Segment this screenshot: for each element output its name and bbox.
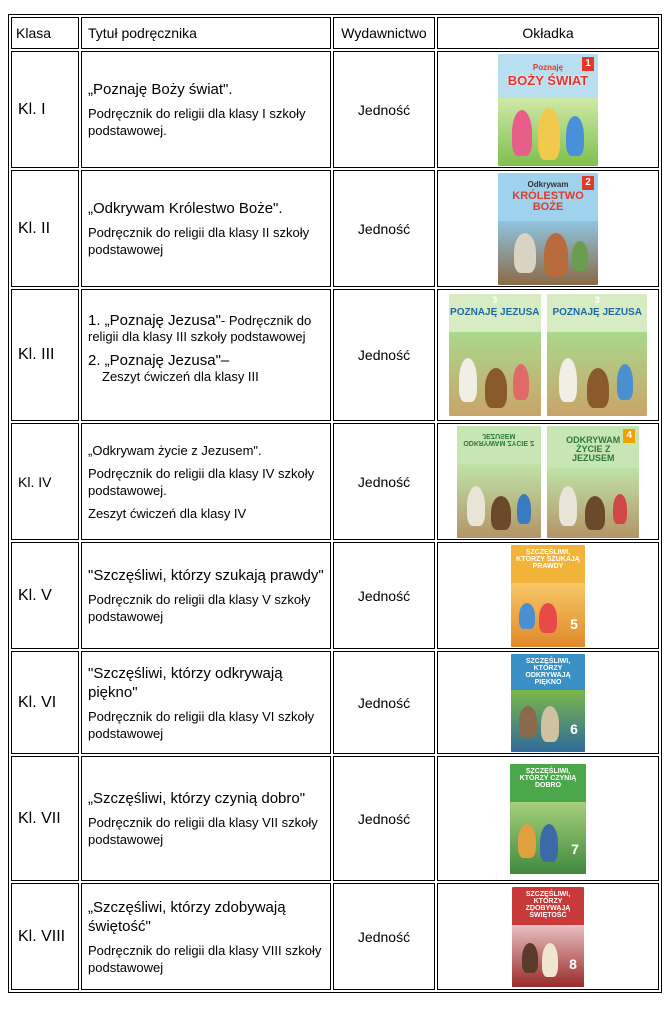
publisher-cell: Jedność — [333, 170, 435, 287]
table-row — [11, 651, 659, 754]
header-row — [11, 17, 659, 49]
cover-image-2: 2 Odkrywam KRÓLESTWO BOŻE — [498, 173, 598, 285]
title-cell — [81, 423, 331, 540]
title-cell — [81, 651, 331, 754]
cover-cell — [437, 289, 659, 421]
cover-image-4a: ODKRYWAM ŻYCIE Z JEZUSEM — [457, 426, 541, 538]
publisher-cell: Jedność — [333, 51, 435, 168]
book-subtitle: Podręcznik do religii dla klasy VII szkoły podstawowej — [88, 815, 318, 847]
class-cell: Kl. VI — [11, 651, 79, 754]
book-subtitle: Podręcznik do religii dla klasy VI szkoły podstawowej — [88, 708, 315, 741]
cover-image-8: SZCZĘŚLIWI, KTÓRZY ZDOBYWAJĄ ŚWIĘTOŚĆ 8 — [512, 887, 584, 987]
title-cell — [81, 170, 331, 287]
title-cell — [81, 756, 331, 881]
list-item — [88, 313, 324, 345]
cover-cell — [437, 651, 659, 754]
table-row — [11, 883, 659, 990]
cover-cell — [437, 170, 659, 287]
book-title: „Szczęśliwi, którzy zdobywają świętość" — [88, 898, 286, 935]
cover-image-4b: 4 ODKRYWAM ŻYCIE Z JEZUSEM — [547, 426, 639, 538]
book-subtitle: Podręcznik do religii dla klasy IV szkoły podstawowej. — [88, 465, 315, 498]
class-cell: Kl. VII — [11, 756, 79, 881]
book-subtitle: Podręcznik do religii dla klasy I szkoły podstawowej. — [88, 106, 306, 138]
table-row — [11, 542, 659, 649]
cover-cell — [437, 542, 659, 649]
table-row — [11, 423, 659, 540]
table-row — [11, 756, 659, 881]
class-cell: Kl. II — [11, 170, 79, 287]
table-row — [11, 289, 659, 421]
publisher-cell: Jedność — [333, 651, 435, 754]
book-subtitle: Zeszyt ćwiczeń dla klasy IV — [88, 505, 247, 521]
table-row — [11, 51, 659, 168]
header-tytul: Tytuł podręcznika — [81, 17, 331, 49]
cover-cell — [437, 883, 659, 990]
book-title: „Poznaję Boży świat". — [88, 81, 233, 98]
list-item — [88, 353, 324, 385]
book-subtitle: Podręcznik do religii dla klasy II szkoły podstawowej — [88, 225, 310, 257]
publisher-cell: Jedność — [333, 542, 435, 649]
class-cell: Kl. VIII — [11, 883, 79, 990]
textbook-table — [8, 14, 662, 993]
cover-image-7: SZCZĘŚLIWI, KTÓRZY CZYNIĄ DOBRO 7 — [510, 764, 586, 874]
cover-cell — [437, 423, 659, 540]
book-title: 2. „Poznaję Jezusa"– — [88, 352, 230, 369]
publisher-cell: Jedność — [333, 289, 435, 421]
header-okladka: Okładka — [437, 17, 659, 49]
book-title: „Odkrywam życie z Jezusem". — [88, 442, 262, 458]
publisher-cell: Jedność — [333, 756, 435, 881]
table-row — [11, 170, 659, 287]
cover-image-3a: 3 POZNAJĘ JEZUSA — [449, 294, 541, 416]
header-klasa: Klasa — [11, 17, 79, 49]
book-subtitle: Podręcznik do religii dla klasy V szkoły podstawowej — [88, 592, 311, 624]
cover-image-5: SZCZĘŚLIWI, KTÓRZY SZUKAJĄ PRAWDY 5 — [511, 545, 585, 647]
class-cell: Kl. V — [11, 542, 79, 649]
publisher-cell: Jedność — [333, 423, 435, 540]
book-subtitle: - Podręcznik do religii dla klasy III szkoły podstawowej — [88, 313, 312, 344]
class-cell: Kl. IV — [11, 423, 79, 540]
cover-cell — [437, 756, 659, 881]
book-subtitle: Podręcznik do religii dla klasy VIII szkoły podstawowej — [88, 942, 322, 975]
cover-cell — [437, 51, 659, 168]
book-subtitle: Zeszyt ćwiczeń dla klasy III — [102, 369, 259, 384]
book-title: "Szczęśliwi, którzy szukają prawdy" — [88, 567, 324, 584]
book-title: 1. „Poznaję Jezusa" — [88, 312, 221, 329]
book-title: „Odkrywam Królestwo Boże". — [88, 200, 283, 217]
title-cell — [81, 289, 331, 421]
cover-image-1: 1 Poznaję BOŻY ŚWIAT — [498, 54, 598, 166]
title-cell — [81, 883, 331, 990]
cover-image-3b: 3 POZNAJĘ JEZUSA — [547, 294, 647, 416]
class-cell: Kl. I — [11, 51, 79, 168]
book-title: „Szczęśliwi, którzy czynią dobro" — [88, 790, 306, 807]
title-cell — [81, 542, 331, 649]
book-title: "Szczęśliwi, którzy odkrywają piękno" — [88, 664, 283, 701]
publisher-cell: Jedność — [333, 883, 435, 990]
header-wydawnictwo: Wydawnictwo — [333, 17, 435, 49]
title-cell — [81, 51, 331, 168]
class-cell: Kl. III — [11, 289, 79, 421]
cover-image-6: SZCZĘŚLIWI, KTÓRZY ODKRYWAJĄ PIĘKNO 6 — [511, 654, 585, 752]
